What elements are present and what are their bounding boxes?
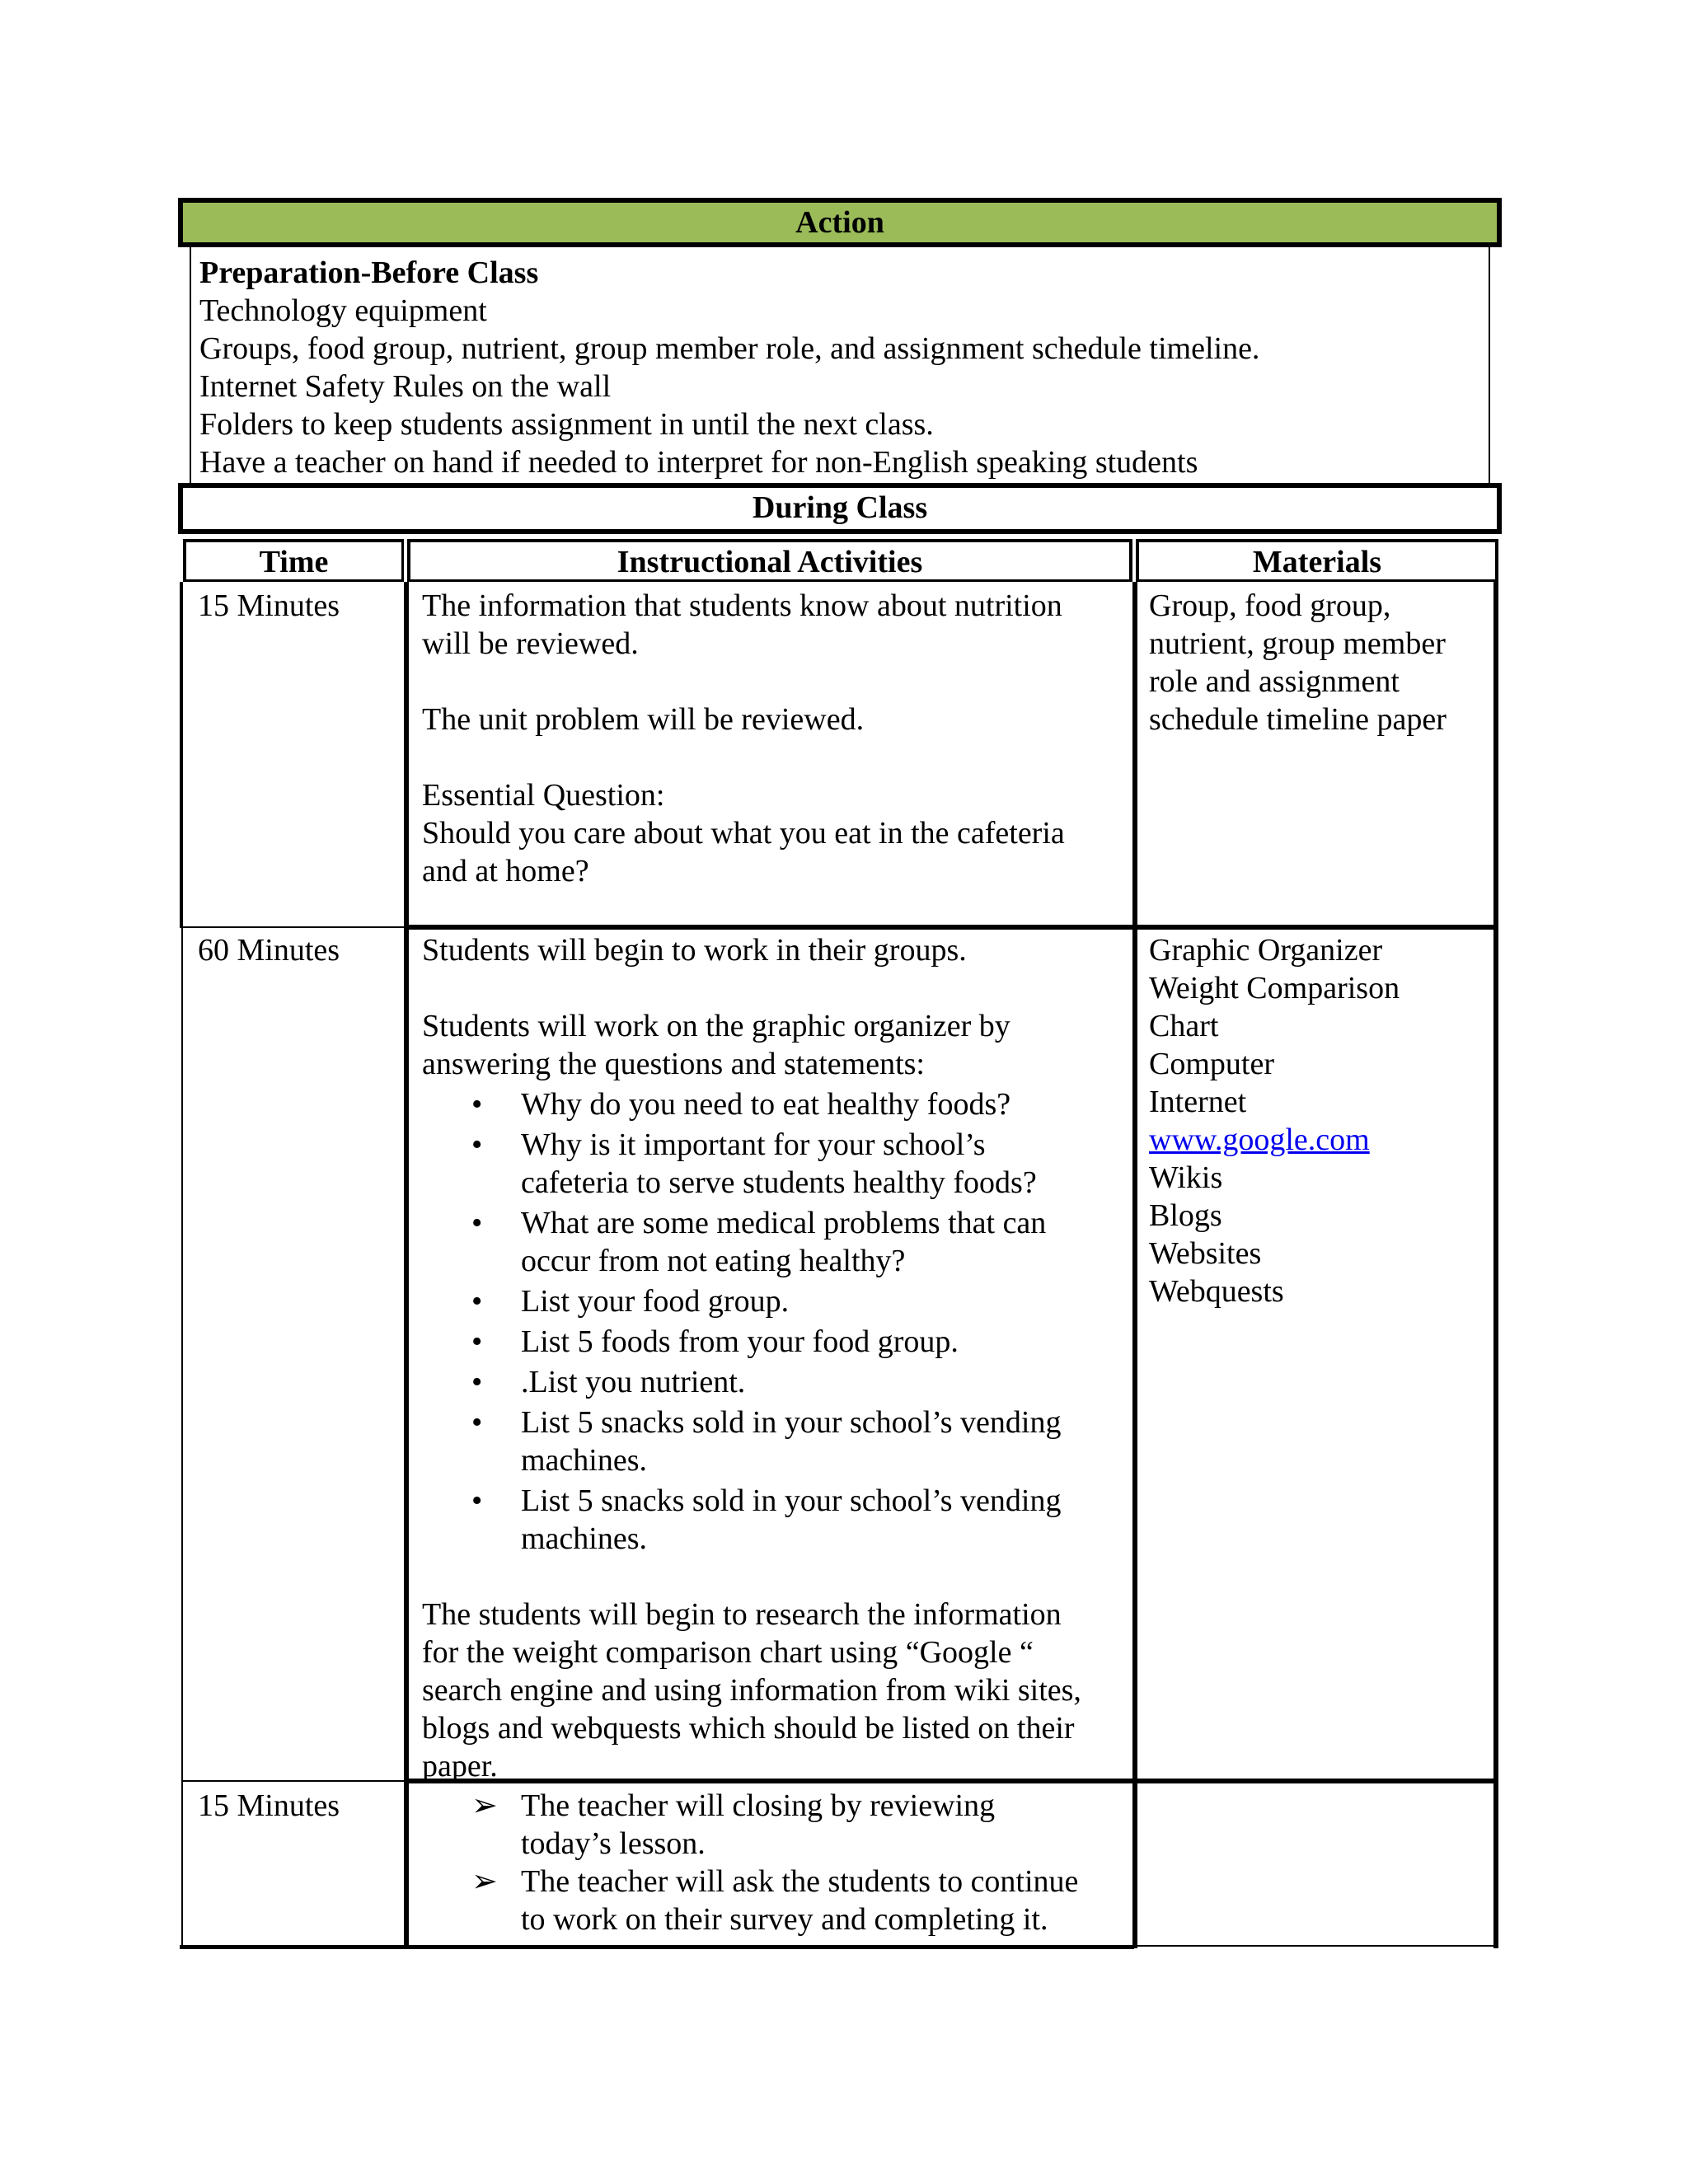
bullet-icon: •: [471, 1127, 483, 1162]
column-header-activities: Instructional Activities: [407, 539, 1132, 582]
activity-line: and at home?: [422, 854, 589, 888]
bullet-icon: •: [471, 1365, 483, 1399]
material-line: Weight Comparison: [1149, 971, 1400, 1005]
bullet-icon: •: [471, 1087, 483, 1122]
table-border: [404, 582, 409, 1948]
bullet-icon: •: [471, 1483, 483, 1518]
row-activities: [422, 931, 1131, 1785]
activity-line: blogs and webquests which should be listed on their: [422, 1711, 1075, 1746]
row-time: 15 Minutes: [198, 1788, 340, 1823]
material-line: Internet: [1149, 1085, 1247, 1119]
material-line: Webquests: [1149, 1274, 1284, 1309]
row-activities: [422, 1787, 1131, 1938]
activity-line: paper.: [422, 1749, 498, 1783]
google-link[interactable]: www.google.com: [1149, 1122, 1370, 1157]
list-item: • List 5 snacks sold in your school’s vending machines.: [471, 1405, 1062, 1478]
activity-line: The students will begin to research the information: [422, 1597, 1062, 1632]
table-border: [180, 1945, 1134, 1949]
table-border: [1134, 1945, 1498, 1947]
list-item: • List 5 snacks sold in your school’s vending machines.: [471, 1483, 1062, 1556]
material-line: Wikis: [1149, 1160, 1223, 1195]
preparation-title: Preparation-Before Class: [199, 255, 539, 290]
table-border: [404, 925, 1498, 930]
arrow-bullet-icon: ➢: [471, 1788, 498, 1823]
row-materials: [1149, 931, 1495, 1310]
column-header-materials: Materials: [1136, 539, 1498, 582]
table-border: [183, 926, 404, 928]
preparation-item: Internet Safety Rules on the wall: [199, 369, 612, 404]
row-time: 15 Minutes: [198, 588, 340, 623]
list-item: • Why do you need to eat healthy foods?: [471, 1087, 1011, 1122]
activity-line: Students will work on the graphic organizer by: [422, 1009, 1010, 1043]
list-item: • List 5 foods from your food group.: [471, 1324, 959, 1359]
material-line: Group, food group,: [1149, 588, 1391, 623]
table-border: [180, 582, 183, 928]
bullet-icon: •: [471, 1324, 483, 1359]
preparation-item: Groups, food group, nutrient, group member role, and assignment schedule timeline.: [199, 331, 1260, 366]
list-item: ➢ The teacher will closing by reviewing today’s lesson.: [471, 1788, 996, 1861]
material-line: Websites: [1149, 1236, 1262, 1271]
column-header-time: Time: [183, 539, 404, 582]
table-border: [181, 1780, 404, 1782]
preparation-item: Technology equipment: [199, 293, 487, 328]
activity-line: The information that students know about nutrition: [422, 588, 1062, 623]
preparation-section: [190, 247, 1490, 486]
list-item: • Why is it important for your school’s cafeteria to serve students healthy foods?: [471, 1127, 1037, 1200]
activity-line: Should you care about what you eat in the cafeteria: [422, 816, 1065, 851]
material-line: schedule timeline paper: [1149, 702, 1447, 737]
during-class-header: During Class: [178, 483, 1502, 534]
row-time: 60 Minutes: [198, 933, 340, 968]
action-header: Action: [178, 198, 1502, 247]
table-border: [181, 928, 183, 1948]
material-line: role and assignment: [1149, 664, 1400, 699]
preparation-item: Have a teacher on hand if needed to interpret for non-English speaking students: [199, 445, 1198, 480]
bullet-icon: •: [471, 1206, 483, 1240]
material-line: Computer: [1149, 1047, 1274, 1081]
activity-line: Students will begin to work in their groups.: [422, 933, 967, 968]
material-line: Graphic Organizer: [1149, 933, 1383, 968]
list-item: • What are some medical problems that can occur from not eating healthy?: [471, 1206, 1047, 1278]
activity-line: for the weight comparison chart using “Google “: [422, 1635, 1034, 1670]
row-activities: [422, 587, 1131, 890]
bullet-icon: •: [471, 1405, 483, 1440]
list-item: • .List you nutrient.: [471, 1365, 746, 1399]
preparation-item: Folders to keep students assignment in until the next class.: [199, 407, 934, 442]
material-line: Chart: [1149, 1009, 1219, 1043]
arrow-bullet-icon: ➢: [471, 1864, 498, 1899]
list-item: • List your food group.: [471, 1284, 790, 1319]
list-item: ➢ The teacher will ask the students to continue to work on their survey and completing it.: [471, 1864, 1079, 1937]
bullet-icon: •: [471, 1284, 483, 1319]
material-line: nutrient, group member: [1149, 626, 1446, 661]
table-border: [1132, 582, 1137, 1948]
material-line: Blogs: [1149, 1198, 1222, 1233]
activity-line: search engine and using information from wiki sites,: [422, 1673, 1081, 1708]
activity-line: answering the questions and statements:: [422, 1047, 925, 1081]
activity-line: Essential Question:: [422, 778, 665, 813]
activity-line: will be reviewed.: [422, 626, 639, 661]
activity-line: The unit problem will be reviewed.: [422, 702, 865, 737]
row-materials: [1149, 587, 1495, 738]
question-list: [422, 1085, 1131, 1558]
closing-list: [422, 1787, 1131, 1938]
